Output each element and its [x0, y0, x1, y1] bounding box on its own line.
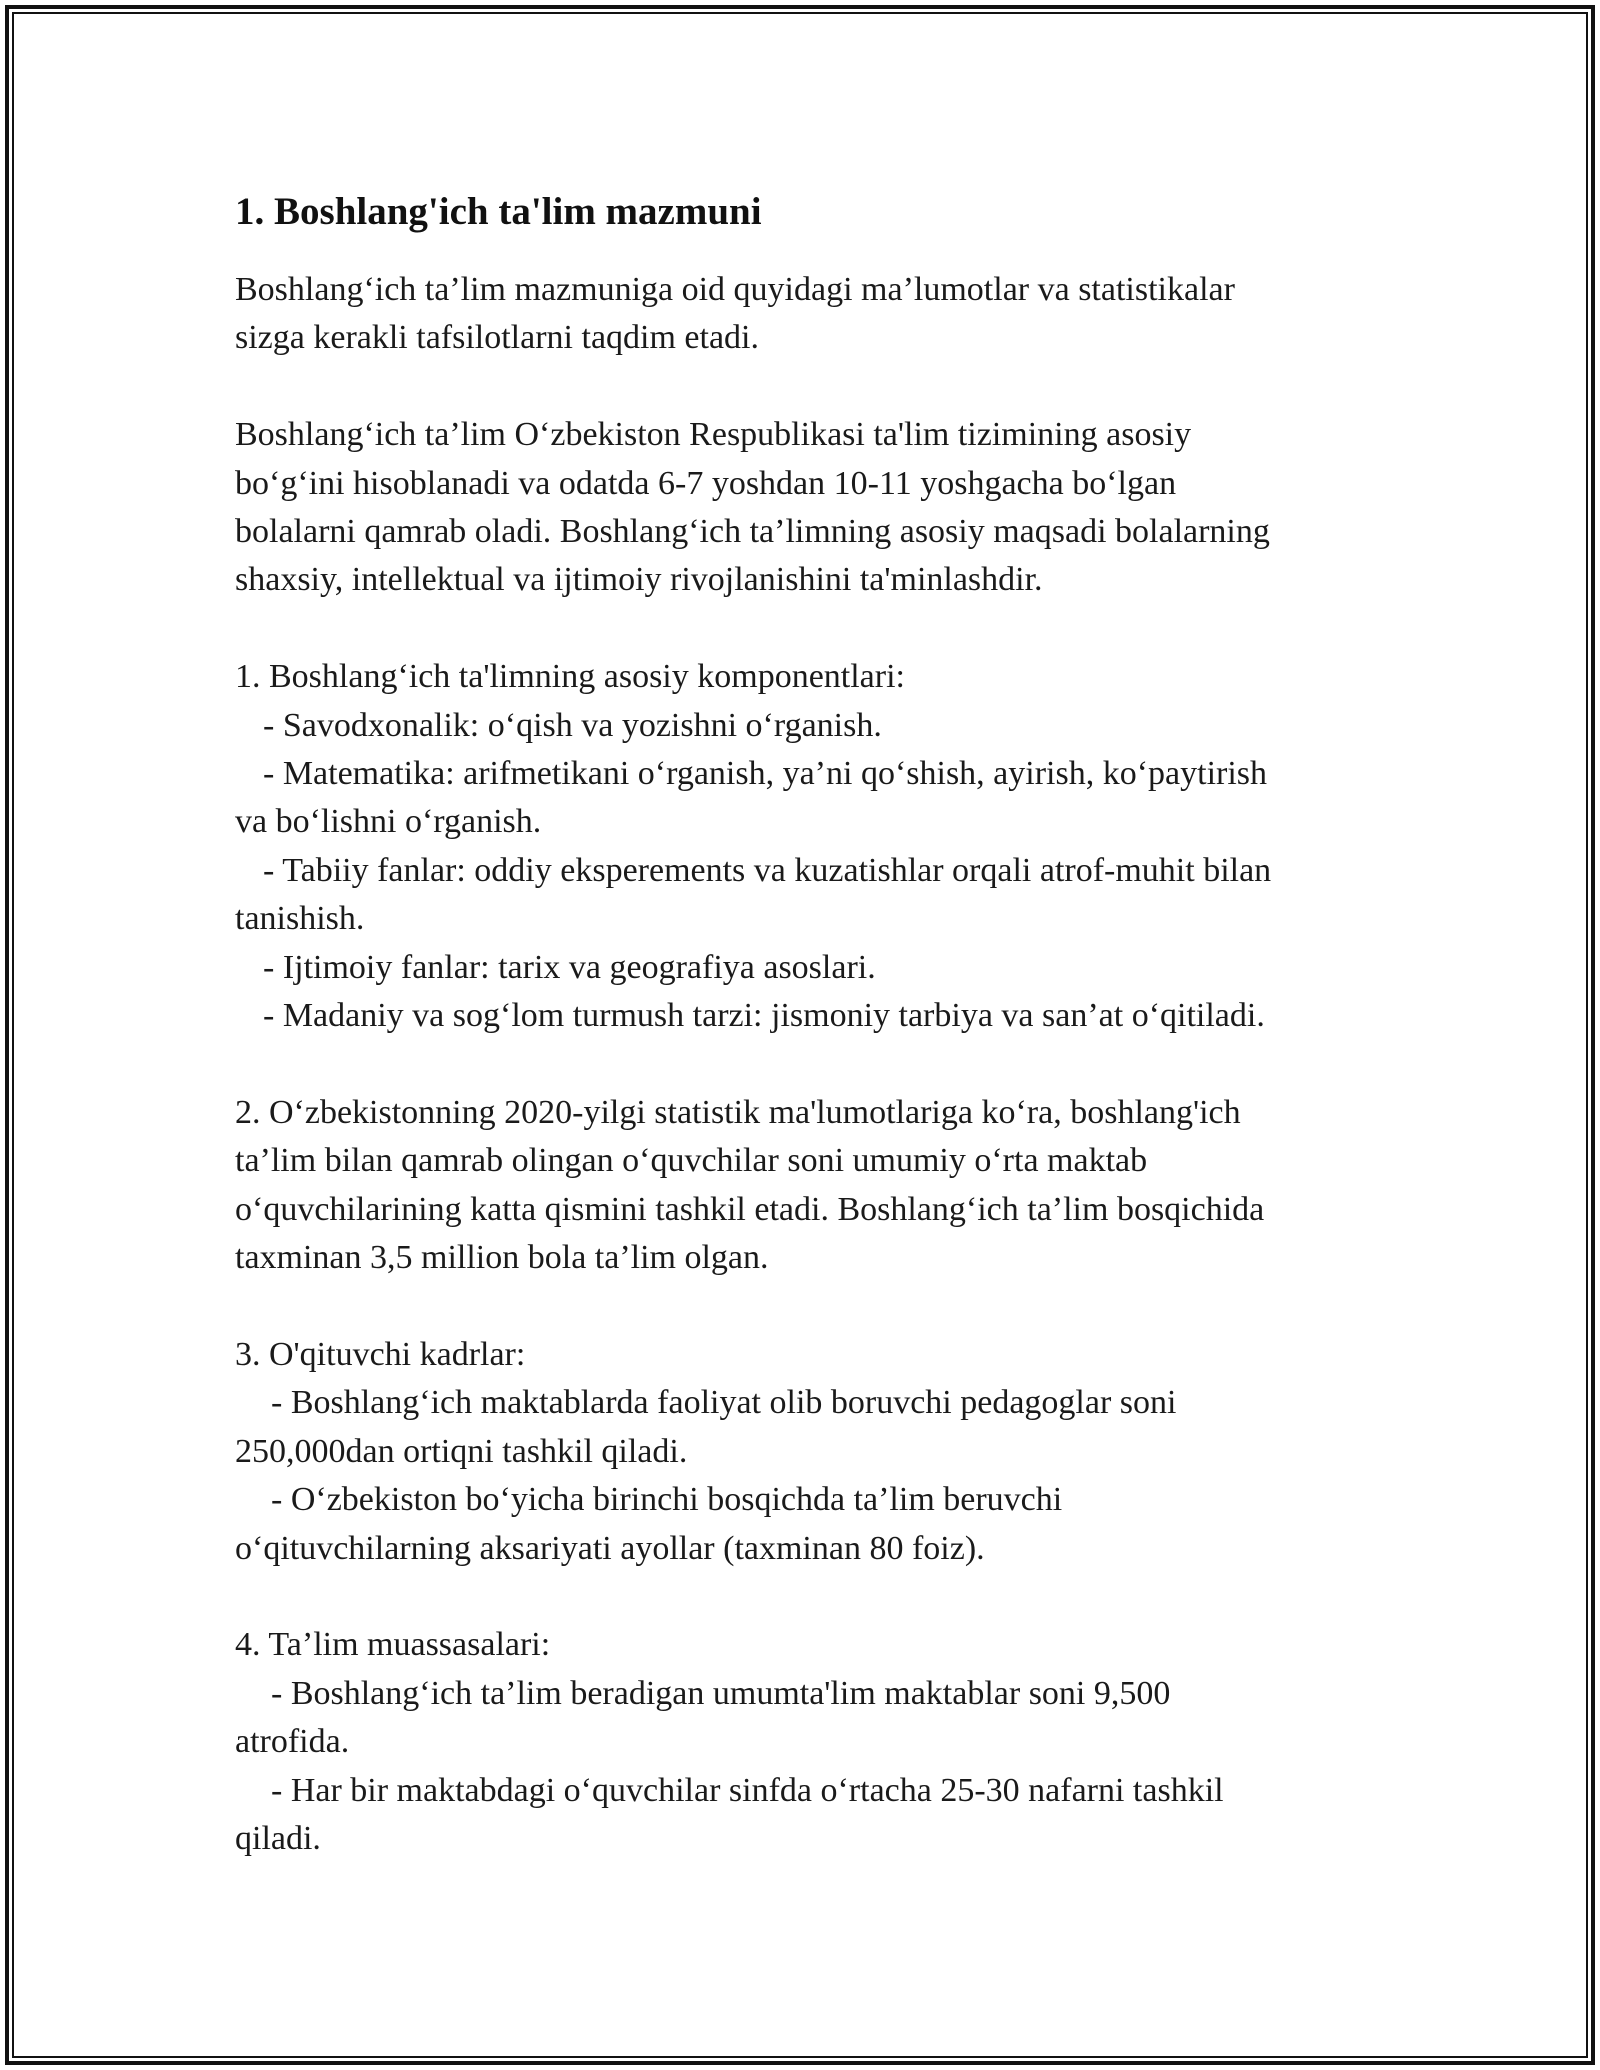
- statistics-line: taxminan 3,5 million bola ta’lim olgan.: [235, 1239, 769, 1277]
- list-item: - Ijtimoiy fanlar: tarix va geografiya asoslari.: [263, 948, 876, 986]
- paragraph-gap: [235, 1573, 1375, 1621]
- list-item: - O‘zbekiston bo‘yicha birinchi bosqichda ta’lim beruvchi: [271, 1481, 1063, 1519]
- document-body: [235, 188, 1375, 1863]
- paragraph-gap: [235, 1040, 1375, 1088]
- list-item: - Madaniy va sog‘lom turmush tarzi: jismoniy tarbiya va san’at o‘qitiladi.: [263, 997, 1265, 1035]
- list-item-continuation: atrofida.: [235, 1723, 350, 1761]
- list-item: - Savodxonalik: o‘qish va yozishni o‘rganish.: [263, 706, 882, 744]
- statistics-line: ta’lim bilan qamrab olingan o‘quvchilar soni umumiy o‘rta maktab: [235, 1142, 1148, 1180]
- statistics-line: o‘quvchilarining katta qismini tashkil etadi. Boshlang‘ich ta’lim bosqichida: [235, 1190, 1265, 1228]
- overview-line: bo‘g‘ini hisoblanadi va odatda 6-7 yoshdan 10-11 yoshgacha bo‘lgan: [235, 464, 1177, 502]
- list-item-continuation: qiladi.: [235, 1819, 321, 1857]
- statistics-section: [235, 1089, 1375, 1283]
- institutions-heading: 4. Ta’lim muassasalari:: [235, 1626, 551, 1664]
- teachers-heading: 3. O'qituvchi kadrlar:: [235, 1335, 526, 1373]
- list-item: - Tabiiy fanlar: oddiy eksperements va kuzatishlar orqali atrof-muhit bilan: [263, 851, 1272, 889]
- teachers-section: [235, 1331, 1375, 1573]
- list-item-continuation: o‘qituvchilarning aksariyati ayollar (taxminan 80 foiz).: [235, 1529, 985, 1567]
- list-item-continuation: va bo‘lishni o‘rganish.: [235, 803, 542, 841]
- statistics-line: 2. O‘zbekistonning 2020-yilgi statistik ma'lumotlariga ko‘ra, boshlang'ich: [235, 1093, 1241, 1131]
- list-item-continuation: tanishish.: [235, 900, 365, 938]
- list-item: - Matematika: arifmetikani o‘rganish, ya’ni qo‘shish, ayirish, ko‘paytirish: [263, 755, 1268, 793]
- paragraph-gap: [235, 1282, 1375, 1330]
- components-heading: 1. Boshlang‘ich ta'limning asosiy komponentlari:: [235, 658, 905, 696]
- list-item: - Boshlang‘ich ta’lim beradigan umumta'lim maktablar soni 9,500: [271, 1674, 1171, 1712]
- institutions-section: [235, 1621, 1375, 1863]
- overview-line: bolalarni qamrab oladi. Boshlang‘ich ta’limning asosiy maqsadi bolalarning: [235, 513, 1270, 551]
- list-item: - Har bir maktabdagi o‘quvchilar sinfda o‘rtacha 25-30 nafarni tashkil: [271, 1771, 1224, 1809]
- overview-paragraph: [235, 411, 1375, 605]
- overview-line: Boshlang‘ich ta’lim O‘zbekiston Respublikasi ta'lim tizimining asosiy: [235, 416, 1192, 454]
- list-item-continuation: 250,000dan ortiqni tashkil qiladi.: [235, 1432, 688, 1470]
- document-title: 1. Boshlang'ich ta'lim mazmuni: [235, 190, 762, 233]
- intro-line: Boshlang‘ich ta’lim mazmuniga oid quyidagi ma’lumotlar va statistikalar: [235, 271, 1235, 308]
- components-section: [235, 653, 1375, 1040]
- overview-line: shaxsiy, intellektual va ijtimoiy rivojlanishini ta'minlashdir.: [235, 561, 1043, 599]
- intro-paragraph: [235, 266, 1375, 363]
- paragraph-gap: [235, 605, 1375, 653]
- intro-line: sizga kerakli tafsilotlarni taqdim etadi.: [235, 319, 759, 357]
- list-item: - Boshlang‘ich maktablarda faoliyat olib boruvchi pedagoglar soni: [271, 1384, 1177, 1422]
- paragraph-gap: [235, 363, 1375, 411]
